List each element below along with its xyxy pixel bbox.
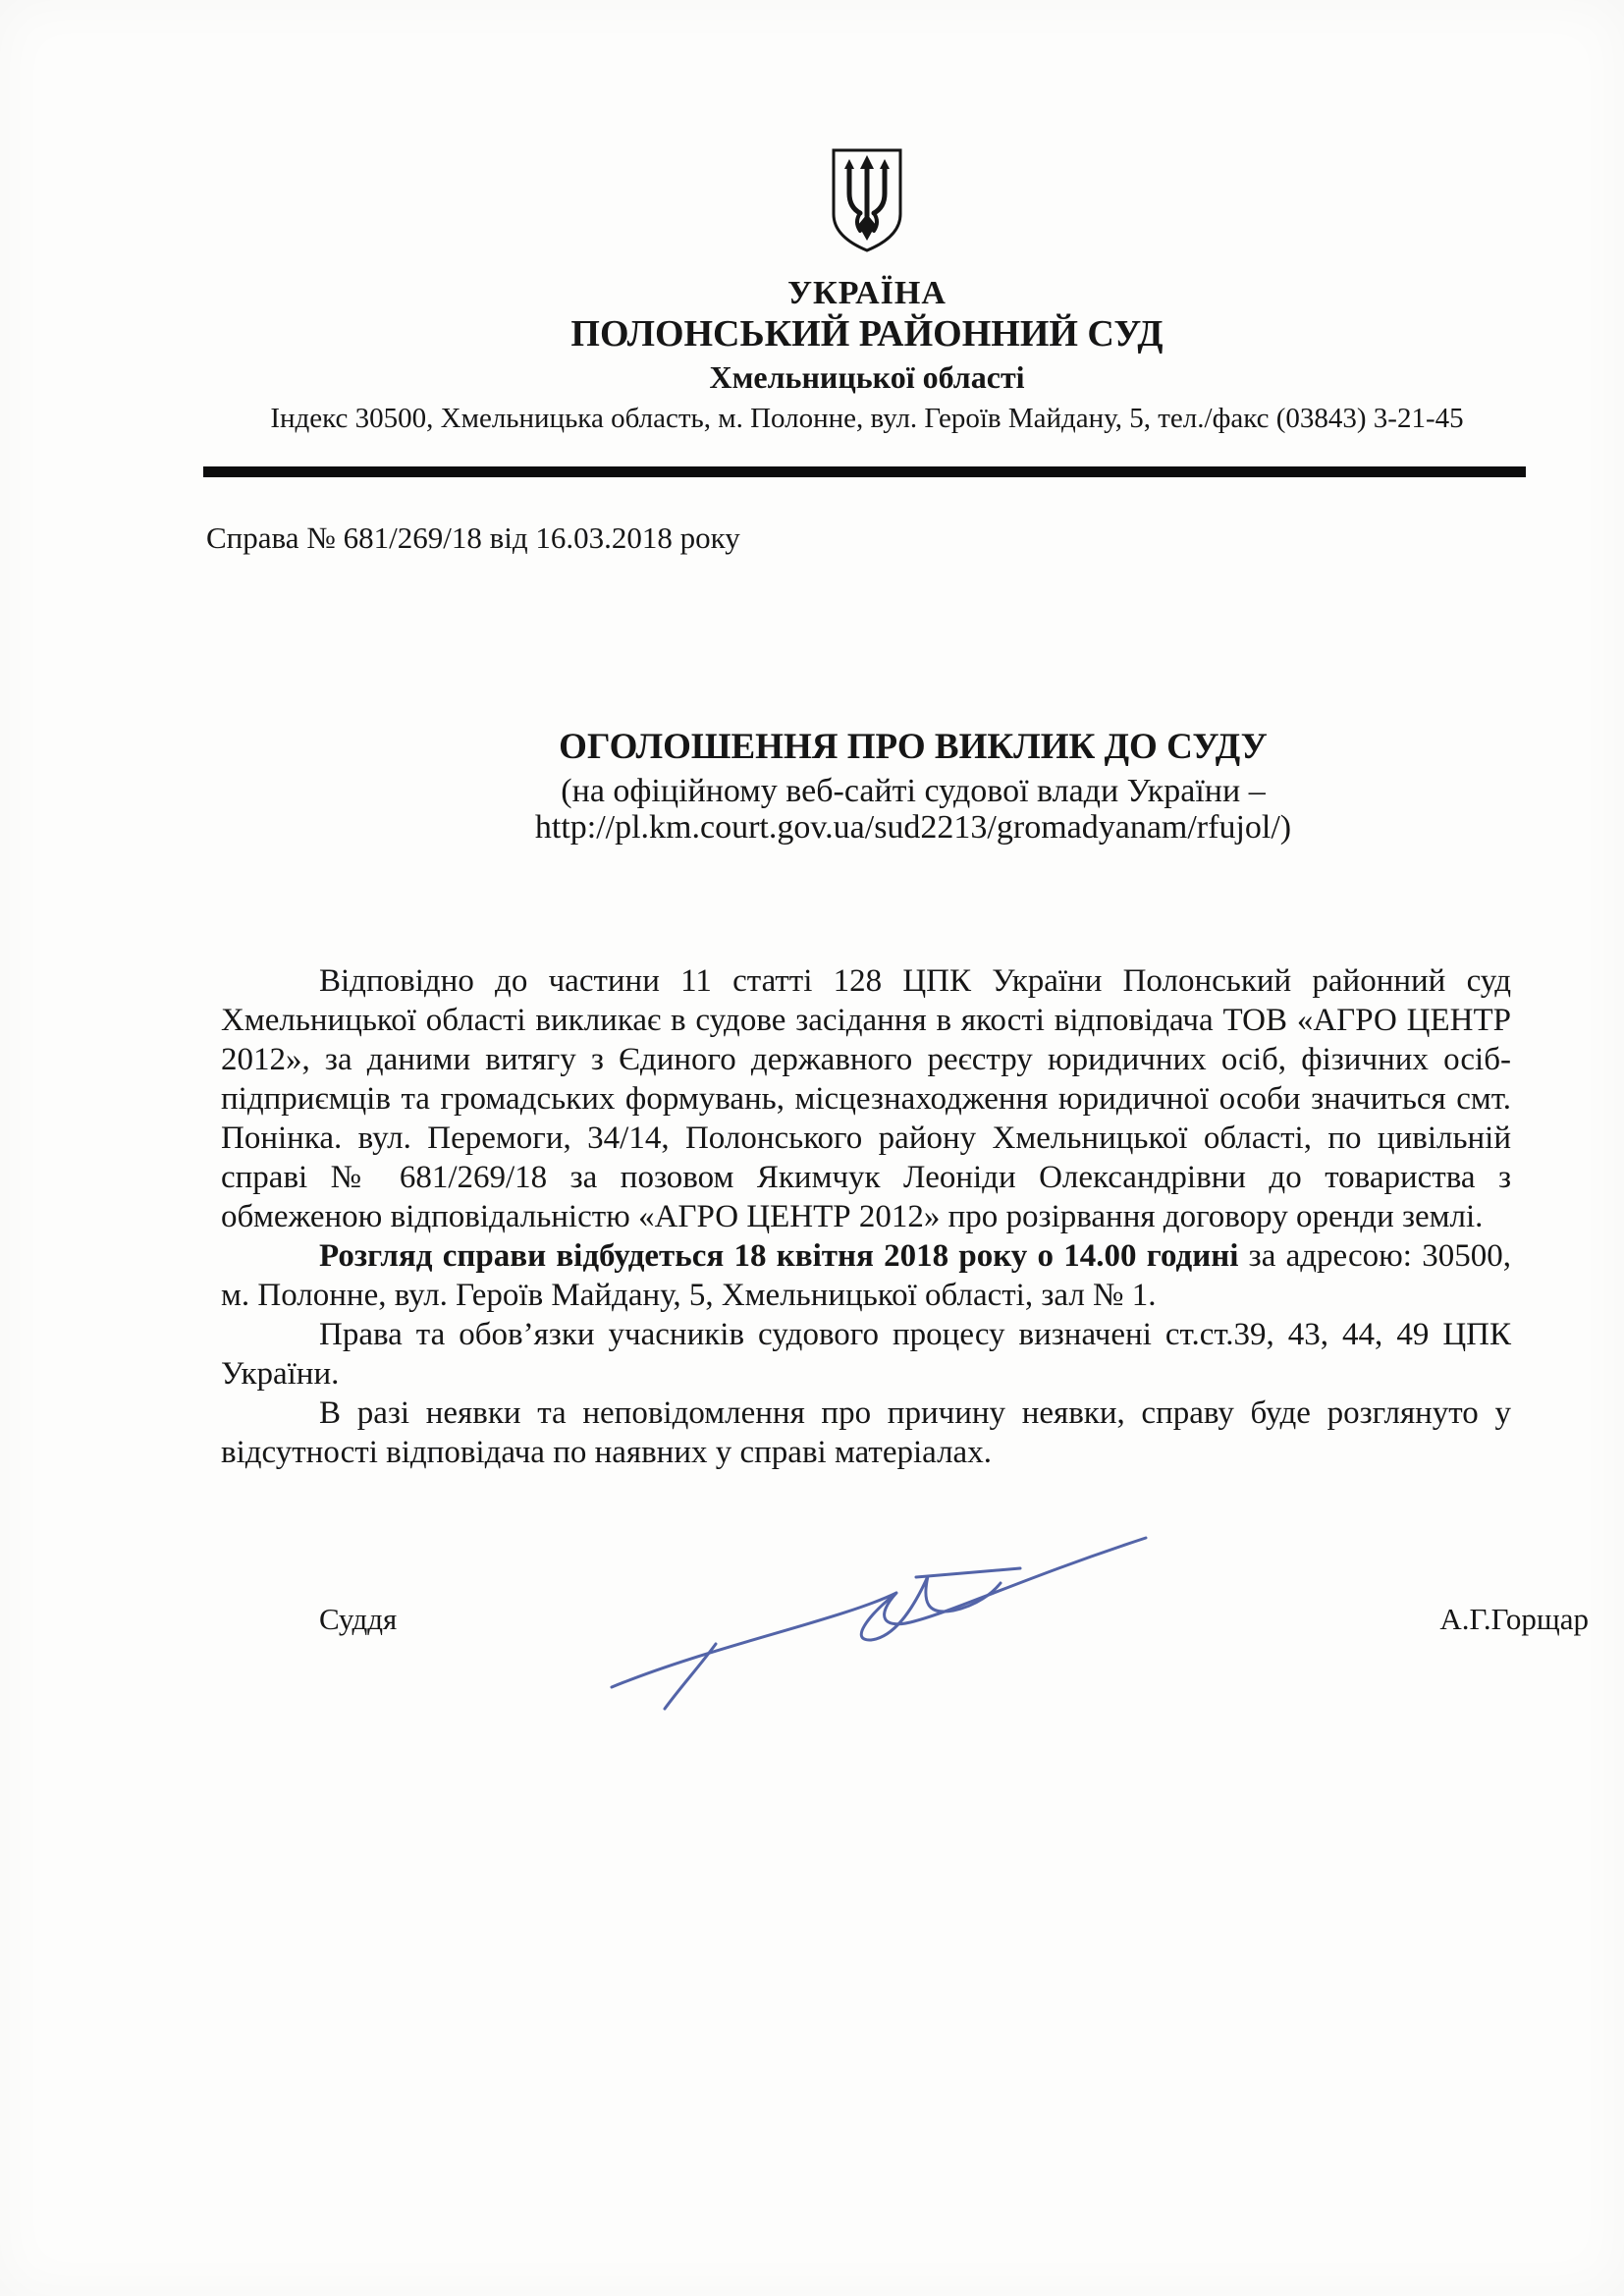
hearing-address-text: за адресою: 30500, м. Полонне, вул. Героїв Майдану, 5, Хмельницької області, зал № 1. bbox=[221, 1238, 1511, 1314]
title-block bbox=[0, 729, 1624, 846]
hearing-date-bold-text: Розгляд справи відбудеться 18 квітня 2018 року о 14.00 годині bbox=[319, 1238, 1239, 1275]
body-paragraph-hearing bbox=[221, 1236, 1511, 1315]
document-subtitle-line1: (на офіційному веб-сайті судової влади України – bbox=[561, 773, 1266, 810]
country-name: УКРАЇНА bbox=[787, 275, 947, 311]
body-paragraph-absence: В разі неявки та неповідомлення про причину неявки, справу буде розглянуто у відсутності відповідача по наявних у справі матеріалах. bbox=[221, 1395, 1511, 1471]
letterhead-divider-rule bbox=[203, 466, 1526, 477]
court-region: Хмельницької області bbox=[709, 358, 1025, 395]
signature-row bbox=[221, 1602, 1589, 1637]
case-reference: Справа № 681/269/18 від 16.03.2018 року bbox=[206, 520, 740, 556]
body-paragraph-rights: Права та обов’язки учасників судового процесу визначені ст.ст.39, 43, 44, 49 ЦПК України. bbox=[221, 1317, 1511, 1393]
signatory-name: А.Г.Горщар bbox=[1439, 1602, 1589, 1637]
court-contact-line: Індекс 30500, Хмельницька область, м. Полонне, вул. Героїв Майдану, 5, тел./факс (03843) 3-21-45 bbox=[270, 403, 1464, 435]
letterhead bbox=[0, 0, 1624, 435]
signature-role-label: Суддя bbox=[319, 1602, 398, 1637]
ukraine-trident-emblem bbox=[828, 147, 906, 253]
body-paragraph-summons: Відповідно до частини 11 статті 128 ЦПК України Полонський районний суд Хмельницької області викликає в судове засідання в якості відповідача ТОВ «АГРО ЦЕНТР 2012», за даними витягу з Єдиного державного реєстру юридичних осіб, фізичних осіб-підприємців та громадських формувань, місцезнаходження юридичної особи значиться смт. Понінка. вул. Перемоги, 34/14, Полонського району Хмельницької області, по цивільній справі № 681/269/18 за позовом Якимчук Леоніди Олександрівни до товариства з обмеженою відповідальністю «АГРО ЦЕНТР 2012» про розірвання договору оренди землі. bbox=[221, 963, 1511, 1235]
document-body bbox=[221, 961, 1511, 1472]
document-title: ОГОЛОШЕННЯ ПРО ВИКЛИК ДО СУДУ bbox=[559, 727, 1268, 768]
court-name: ПОЛОНСЬКИЙ РАЙОННИЙ СУД bbox=[570, 312, 1164, 355]
document-subtitle-url: http://pl.km.court.gov.ua/sud2213/gromadyanam/rfujol/) bbox=[534, 809, 1292, 847]
